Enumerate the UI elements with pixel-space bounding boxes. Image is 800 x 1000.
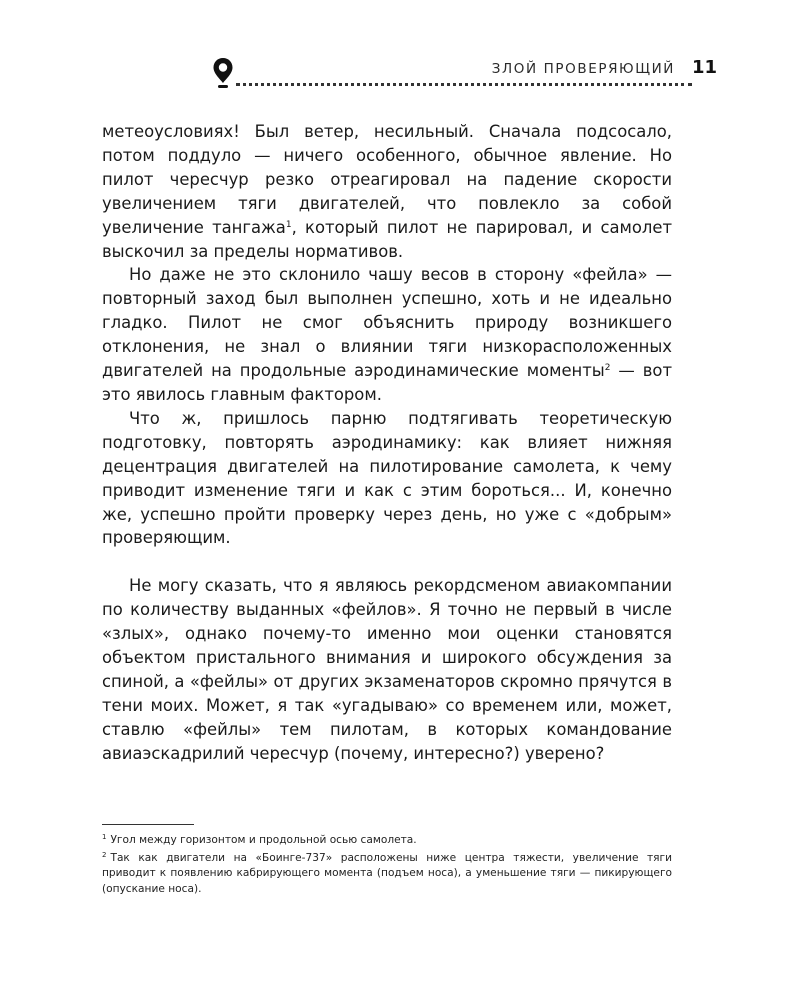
location-pin-icon xyxy=(210,56,236,88)
paragraph-4: Не могу сказать, что я являюсь рекордсменом авиакомпании по количеству выданных «фейлов». Я точно не первый в числе «злых», однако почему-то именно мои оценки становятся объектом пристального внимания и широкого обсуждения за спиной, а «фейлы» от других экзаменаторов скромно прячутся в тени моих. Может, я так «угадываю» со временем или, может, ставлю «фейлы» тем пилотам, в которых командование авиаэскадрилий чересчур (почему, интересно?) уверено? xyxy=(102,576,672,763)
footnote-ref-2: 2 xyxy=(604,363,611,374)
dotted-header-line xyxy=(236,83,692,86)
body-text xyxy=(102,120,672,765)
footnote-ref-1: 1 xyxy=(285,219,292,230)
footnotes xyxy=(102,833,672,899)
footnote-rule xyxy=(102,824,194,825)
running-title: ЗЛОЙ ПРОВЕРЯЮЩИЙ xyxy=(491,61,675,77)
footnote-2: $^2$ Так как двигатели на «Боинге-737» расположены ниже центра тяжести, увеличение тяги приводит к появлению кабрирующего момента (подъем носа), а уменьшение тяги — пикирующего (опускание носа). xyxy=(102,850,672,895)
page-number: 11 xyxy=(691,57,717,78)
paragraph-1: метеоусловиях! Был ветер, несильный. Сначала подсосало, потом поддуло — ничего особенного, обычное явление. Но пилот чересчур резко отреагировал на падение скорости увеличением тяги двигателей, что повлекло за собой увеличение тангажа$^1$, который пилот не парировал, и самолет выскочил за пределы нормативов. xyxy=(102,122,672,261)
page-header xyxy=(210,56,725,90)
paragraph-2: Но даже не это склонило чашу весов в сторону «фейла» — повторный заход был выполнен успешно, хоть и не идеально гладко. Пилот не смог объяснить природу возникшего отклонения, не знал о влиянии тяги низкорасположенных двигателей на продольные аэродинамические моменты$^2$ — вот это явилось главным фактором. xyxy=(102,265,672,404)
footnote-1: $^1$ Угол между горизонтом и продольной осью самолета. xyxy=(102,833,417,846)
paragraph-3: Что ж, пришлось парню подтягивать теоретическую подготовку, повторять аэродинамику: как влияет нижняя децентрация двигателей на пилотирование самолета, к чему приводит изменение тяги и как с этим бороться... И, конечно же, успешно пройти проверку через день, но уже с «добрым» проверяющим. xyxy=(102,408,672,548)
